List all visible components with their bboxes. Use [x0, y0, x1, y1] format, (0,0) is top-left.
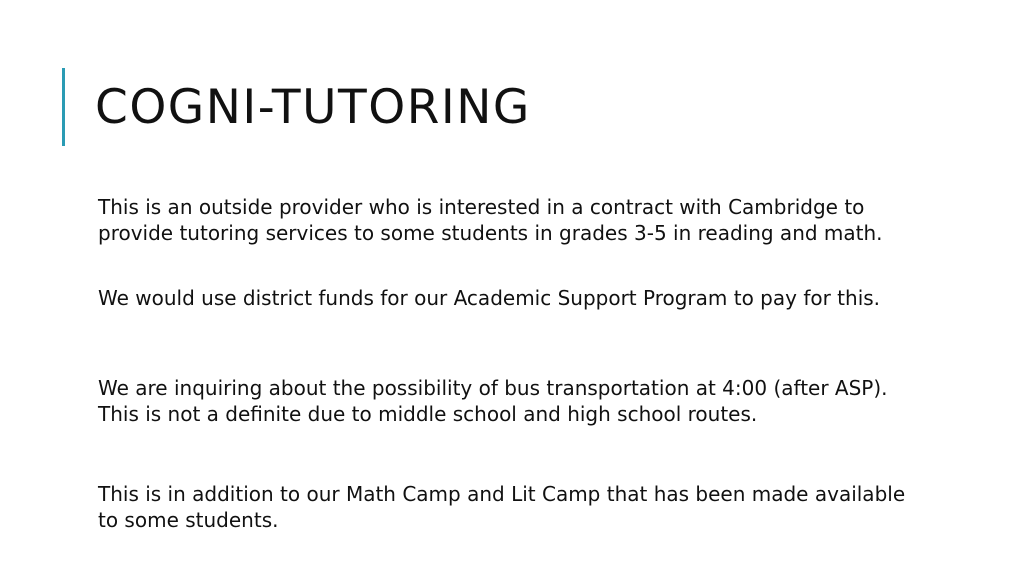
- body-paragraph-camps: This is in addition to our Math Camp and Lit Camp that has been made available to some students.: [98, 482, 906, 532]
- slide-title: COGNI-TUTORING: [95, 80, 531, 135]
- body-paragraph-funding: We would use district funds for our Academic Support Program to pay for this.: [98, 286, 881, 310]
- body-paragraph-provider: This is an outside provider who is interested in a contract with Cambridge to provide tutoring services to some students in grades 3-5 in reading and math.: [98, 195, 883, 245]
- body-paragraph-transportation: We are inquiring about the possibility of bus transportation at 4:00 (after ASP). This is not a definite due to middle school and high school routes.: [98, 376, 888, 426]
- title-accent-bar: [62, 68, 65, 146]
